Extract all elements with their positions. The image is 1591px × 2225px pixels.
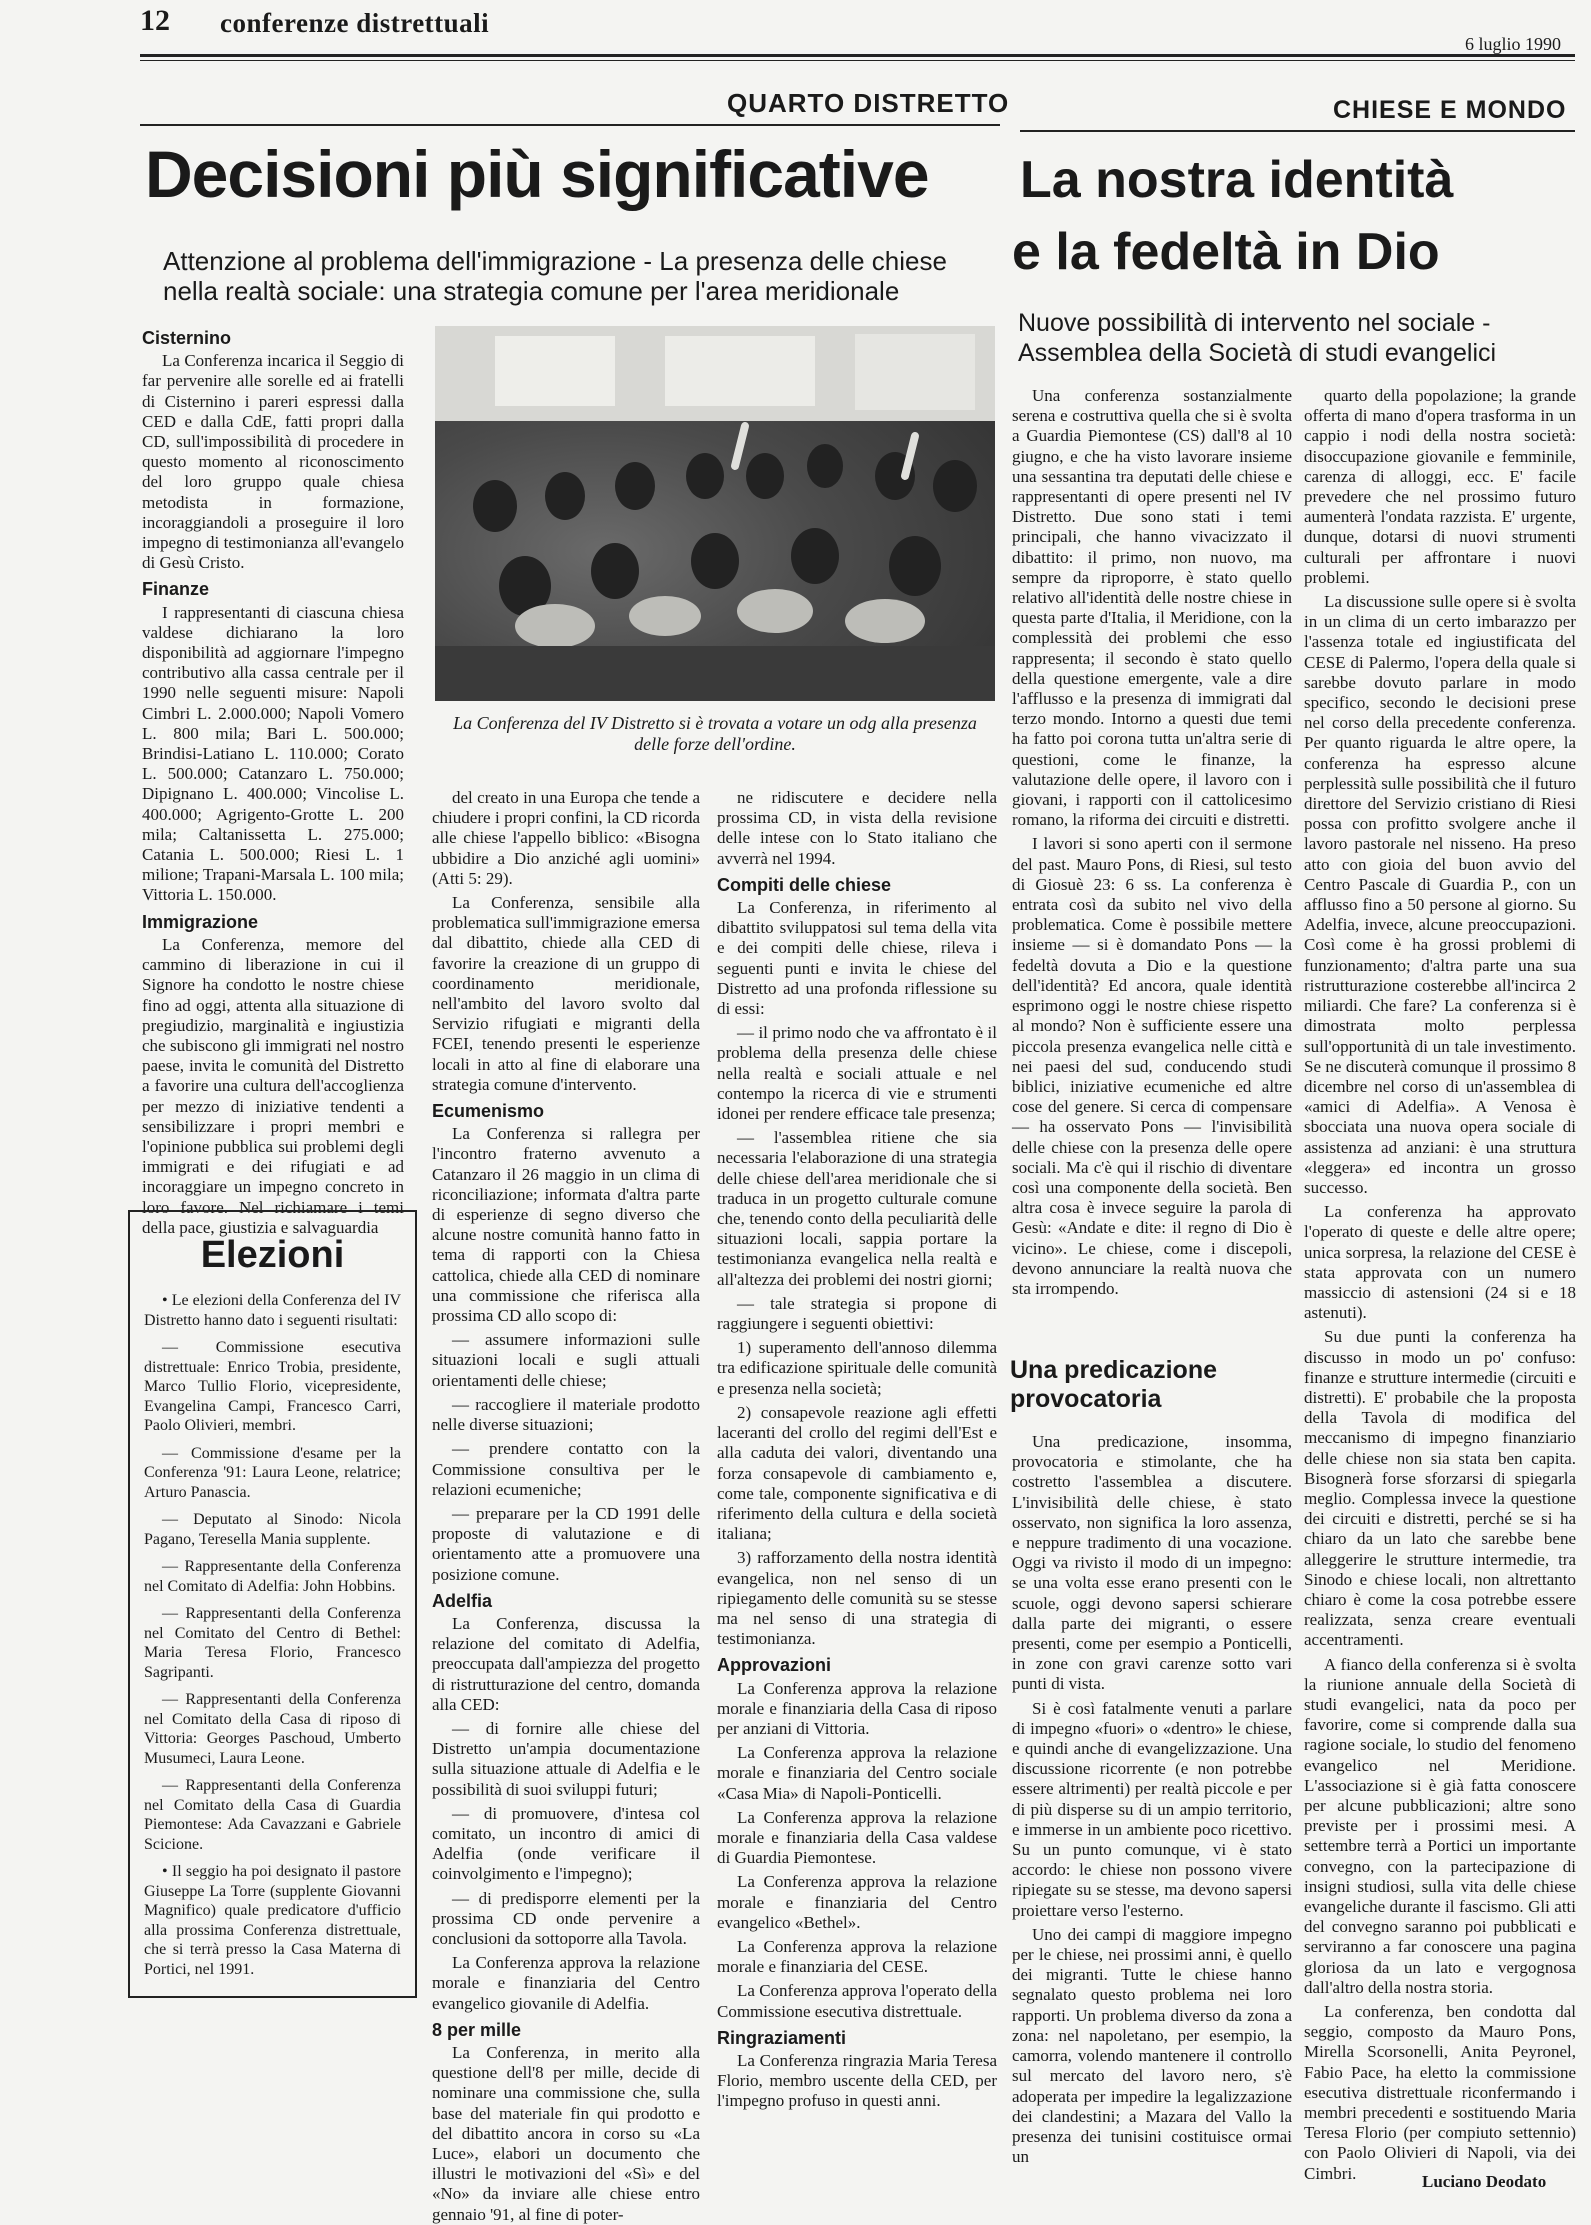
paragraph: — tale strategia si propone di raggiungere i seguenti obiettivi: — [717, 1293, 997, 1334]
paragraph: — il primo nodo che va affrontato è il problema della presenza delle chiese nella realtà e sociali attuale e nel contempo la ricerca di vie e strumenti idonei per rendere efficace tale presenza; — [717, 1023, 997, 1124]
paragraph: Su due punti la conferenza ha discusso in modo un po' confuso: finanze e strutture intermedie (circuiti e distretti). E' probabile che la proposta della Tavola di modifica del meccanismo di impegno finanziario delle chiese non sia stata ben capita. Bisognerà forse sforzarsi di spiegarla meglio. Complessa invece la questione dei circuiti e distretti, perché se si ha chiaro da un lato che sarebbe bene alleggerire le strutture intermedie, tra Sinodo e chiese locali, non altrettanto chiaro è come la cosa potrebbe essere realizzata, senza creare eventuali accentramenti. — [1304, 1327, 1576, 1650]
paragraph: La discussione sulle opere si è svolta in un clima di un certo imbarazzo per l'assenza totale ed ingiustificata del CESE di Palermo, l'opera della quale si sarebbe dovuto parlare in modo specifico, secondo le decisioni prese nel corso della precedente conferenza. Per quanto riguarda le altre opere, la conferenza ha espresso alcune perplessità sulle possibilità che il futuro direttore del Servizio cristiano di Riesi possa con profitto svolgere anche il lavoro pastorale nel nisseno. Ha preso atto con gioia del buon avvio del Centro Pascale di Guardia P., con un afflusso fino a 50 persone al giorno. Su Adelfia, invece, alcune preoccupazioni. Così come è ha grossi problemi di funzionamento; d'altra parte una sua ristrutturazione costerebbe all'incirca 2 miliardi. Che fare? La conferenza si è dimostrata molto perplessa sull'opportunità di un tale investimento. Se ne discuterà comunque il prossimo 8 dicembre nel corso di un'assemblea di «amici di Adelfia». A Venosa è sbocciata una nuova opera sociale di assistenza ad anziani: è una struttura «leggera» ed incontra un grosso successo. — [1304, 592, 1576, 1197]
elections-list — [144, 1291, 401, 1979]
right-article-subtitle: Nuove possibilità di intervento nel sociale - Assemblea della Società di studi evangelici — [1018, 309, 1497, 367]
paragraph: 2) consapevole reazione agli effetti laceranti del crollo del regimi dell'Est e alla caduta dei valori, diventando una forza consapevole di cambiamento e, come tale, componente significativa e di riferimento della cultura e della società italiana; — [717, 1402, 997, 1544]
paragraph: Uno dei campi di maggiore impegno per le chiese, nei prossimi anni, è quello dei migranti. Tutte le chiese hanno segnalato questo problema nei loro rapporti. Un problema diverso da zona a zona: nel napoletano, per esempio, la camorra, volendo mantenere il controllo sul mercato del lavoro nero, s'è adoperata per impedire la legalizzazione dei clandestini; a Mazara del Vallo la presenza dei tunisini costituisce ormai un — [1012, 1924, 1292, 2167]
paragraph: A fianco della conferenza si è svolta la riunione annuale della Società di studi evangelici, nata da poco per favorire, come si comprende dalla sua ragione sociale, lo studio del fenomeno evangelico nel Meridione. L'associazione si è già fatta conoscere per alcune pubblicazioni; altre sono previste per i prossimi mesi. A settembre terrà a Portici un importante convegno, con la partecipazione di insigni studiosi, sulla vita delle chiese evangeliche durante il fascismo. Gli atti del convegno saranno poi pubblicati e serviranno a far conoscere una pagina gloriosa da un lato e vergognosa dall'altro della nostra storia. — [1304, 1654, 1576, 1997]
section-heading: Immigrazione — [142, 911, 259, 932]
paragraph: La Conferenza ringrazia Maria Teresa Florio, membro uscente della CED, per l'impegno profuso in questi anni. — [717, 2050, 997, 2111]
issue-date: 6 luglio 1990 — [1465, 34, 1562, 54]
paragraph: La Conferenza approva la relazione morale e finanziaria del CESE. — [717, 1936, 997, 1977]
paragraph: I rappresentanti di ciascuna chiesa valdese dichiarano la loro disponibilità ad aggiornare l'impegno contributivo alla cassa centrale per il 1990 nelle seguenti misure: Napoli Cimbri L. 2.000.000; Napoli Vomero L. 800 mila; Bari L. 500.000; Brindisi-Latiano L. 110.000; Corato L. 500.000; Catanzaro L. 750.000; Dipignano L. 400.000; Vincolise L. 400.000; Agrigento-Grotte L. 200 mila; Caltanissetta L. 275.000; Catania L. 500.000; Riesi L. 1 milione; Trapani-Marsala L. 100 mila; Vittoria L. 150.000. — [142, 602, 404, 905]
election-item: — Commissione d'esame per la Conferenza '91: Laura Leone, relatrice; Arturo Panascia. — [144, 1444, 401, 1501]
left-kicker: QUARTO DISTRETTO — [727, 88, 1010, 118]
election-item: — Rappresentanti della Conferenza nel Comitato della Casa di riposo di Vittoria: Georges Paschoud, Umberto Musumeci, Laura Leone. — [144, 1691, 401, 1767]
paragraph: La Conferenza approva la relazione morale e finanziaria della Casa valdese di Guardia Piemontese. — [717, 1807, 997, 1868]
paragraph: La Conferenza approva la relazione morale e finanziaria del Centro sociale «Casa Mia» di Napoli-Ponticelli. — [717, 1743, 997, 1803]
paragraph: — l'assemblea ritiene che sia necessaria l'elaborazione di una strategia delle chiese dell'area meridionale che si traduca in un progetto culturale comune che, tenendo conto della peculiarità delle situazioni locali, sappia portare la testimonianza evangelica nella realtà e all'altezza dei problemi dei nostri giorni; — [717, 1128, 997, 1289]
section-heading: Finanze — [142, 579, 210, 600]
paragraph: La Conferenza approva la relazione morale e finanziaria del Centro evangelico «Bethel». — [717, 1872, 997, 1932]
paragraph: La Conferenza approva la relazione morale e finanziaria della Casa di riposo per anziani di Vittoria. — [717, 1678, 997, 1738]
election-item: • Il seggio ha poi designato il pastore Giuseppe La Torre (supplente Giovanni Magnifico) quale predicatore d'ufficio alla prossima Conferenza distrettuale, che si terrà presso la Casa Materna di Portici, nel 1991. — [144, 1863, 401, 1978]
conference-photo — [435, 326, 995, 701]
paragraph: La Conferenza approva la relazione morale e finanziaria del Centro evangelico giovanile di Adelfia. — [432, 1953, 700, 2013]
paragraph: La Conferenza approva l'operato della Commissione esecutiva distrettuale. — [717, 1981, 997, 2021]
paragraph: La Conferenza, sensibile alla problematica sull'immigrazione emersa dal dibattito, chiede alla CED di favorire la creazione di un gruppo di coordinamento meridionale, nell'ambito del lavoro svolto dal Servizio rifugiati e migranti della FCEI, tenendo presenti le esperienze locali in atto al fine di elaborare una strategia comune d'intervento. — [432, 893, 700, 1094]
elections-title: Elezioni — [200, 1234, 345, 1276]
paragraph: Una conferenza sostanzialmente serena e costruttiva quella che si è svolta a Guardia Piemontese (CS) dall'8 al 10 giugno, e che ha visto lavorare insieme una sessantina tra deputati delle chiese e rappresentanti di opere presenti nel IV Distretto. Due sono stati i temi principali, che hanno vivacizzato il dibattito: il primo, non nuovo, ma sempre da riproporre, è stato quello relativo all'identità delle nostre chiese in questa parte d'Italia, il Meridione, con la complessità dei problemi che esso rappresenta; il secondo è stato quello della questione emergente, vale a dire l'afflusso e la presenza di immigrati dal terzo mondo. Intorno a questi due temi ha fatto poi corona tutta un'altra serie di questioni, come le finanze, la valutazione delle opere, il lavoro con i giovani, i rapporti con il cattolicesimo romano, la riforma dei circuiti e distretti. — [1012, 386, 1292, 830]
election-item: — Rappresentante della Conferenza nel Comitato di Adelfia: John Hobbins. — [144, 1558, 401, 1595]
left-kicker-rule — [140, 124, 1000, 126]
header-rule — [140, 54, 1575, 57]
paragraph: — preparare per la CD 1991 delle proposte di valutazione e di orientamento atte a promuovere una posizione comune. — [432, 1503, 700, 1584]
right-column-1-top — [1012, 386, 1292, 1346]
paragraph: Una predicazione, insomma, provocatoria e stimolante, che ha costretto l'assemblea a discutere. L'invisibilità delle chiese, è stato osservato, non significa la loro assenza, e neppure tradimento di una vocazione. Oggi va rivisto il modo di un impegno: se una volta esse erano presenti con le scuole, oggi devono sapersi schierare dalla parte dei migranti, o essere presenti, come per esempio a Ponticelli, in zone con gravi carenze sotto vari punti di vista. — [1012, 1432, 1292, 1694]
right-kicker: CHIESE E MONDO — [1333, 96, 1567, 124]
paragraph: ne ridiscutere e decidere nella prossima CD, in vista della revisione delle intese con lo Stato italiano che avverrà nel 1994. — [717, 788, 997, 868]
paragraph: del creato in una Europa che tende a chiudere i propri confini, la CD ricorda alle chiese l'appello biblico: «Bisogna ubbidire a Dio anziché agli uomini» (Atti 5: 29). — [432, 788, 700, 888]
paragraph: quarto della popolazione; la grande offerta di mano d'opera trasforma in un cappio i nodi della nostra società: disoccupazione giovanile e femminile, carenza di alloggi, ecc. E' facile prevedere che nel prossimo futuro aumenterà l'ondata razzista. E' urgente, dunque, dotarsi di nuovi strumenti culturali per affrontare i nuovi problemi. — [1304, 386, 1576, 587]
section-heading: Approvazioni — [717, 1655, 832, 1676]
paragraph: 3) rafforzamento della nostra identità evangelica, non nel senso di un ripiegamento delle comunità su se stesse ma nel senso di una strategia di testimonianza. — [717, 1548, 997, 1649]
left-column-3 — [717, 788, 997, 2163]
paragraph: La Conferenza si rallegra per l'incontro fraterno avvenuto a Catanzaro il 26 maggio in un clima di riconciliazione; informata d'altra parte di esperienze di segno diverso che alcune nostre comunità hanno fatto in tema di rapporti con la Chiesa cattolica, chiede alla CED di nominare una commissione che riferisca alla prossima CD allo scopo di: — [432, 1124, 700, 1326]
photo-caption: La Conferenza del IV Distretto si è trovata a votare un odg alla presenza delle forze dell'ordine. — [453, 713, 977, 754]
paragraph: — di fornire alle chiese del Distretto un'ampia documentazione sulla situazione attuale di Adelfia e le possibilità di suoi sviluppi futuri; — [432, 1718, 700, 1799]
paragraph: La conferenza ha approvato l'operato di queste e delle altre opere; unica sorpresa, la relazione del CESE è stata approvata con un numero massiccio di astensioni (24 si e 18 astenuti). — [1304, 1202, 1576, 1323]
paragraph: — assumere informazioni sulle situazioni locali e sugli attuali orientamenti delle chiese; — [432, 1330, 700, 1390]
section-heading: Adelfia — [432, 1590, 493, 1611]
right-title-line-2: e la fedeltà in Dio — [1012, 223, 1440, 281]
section-heading: Ecumenismo — [432, 1101, 545, 1122]
left-article-title: Decisioni più significative — [145, 137, 929, 211]
election-item: — Rappresentanti della Conferenza nel Comitato del Centro di Bethel: Maria Teresa Florio, Francesco Sagripanti. — [144, 1605, 401, 1681]
paragraph: Si è così fatalmente venuti a parlare di impegno «fuori» o «dentro» le chiese, e quindi anche di evangelizzazione. Una discussione ricorrente (e non potrebbe essere altrimenti) per realtà piccole e per di più disperse su di un ampio territorio, e immerse in un ambiente poco ricettivo. Su un punto comunque, vi è stato accordo: le chiese non possono vivere ripiegate su se stesse, ma devono sapersi proiettare verso l'esterno. — [1012, 1698, 1292, 1920]
elections-box — [128, 1210, 417, 1998]
right-column-1-bottom — [1012, 1432, 1292, 2192]
paragraph: — raccogliere il materiale prodotto nelle diverse situazioni; — [432, 1394, 700, 1435]
author-signature: Luciano Deodato — [1422, 2172, 1547, 2191]
paragraph: 1) superamento dell'annoso dilemma tra edificazione spirituale delle comunità e presenza nella società; — [717, 1338, 997, 1398]
header-rule-thin — [140, 60, 1575, 61]
paragraph: La Conferenza, in riferimento al dibattito sviluppatosi sul tema della vita e dei compiti delle chiese, rileva i seguenti punti e invita le chiese del Distretto ad una profonda riflessione su di essi: — [717, 898, 997, 1019]
left-article-subtitle: Attenzione al problema dell'immigrazione - La presenza delle chiese nella realtà sociale: una strategia comune per l'area meridionale — [163, 246, 947, 306]
section-heading: Cisternino — [142, 328, 232, 348]
paragraph: I lavori si sono aperti con il sermone del past. Mauro Pons, di Riesi, sul testo di Giosuè 23: 6 ss. La conferenza è entrata così da subito nel vivo della problematica. Come è possibile mettere insieme — si è domandato Pons — la fedeltà dovuta a Dio e la questione dell'identità? Ed ancora, quale identità esprimono oggi le nostre chiese rispetto al mondo? Non è sufficiente essere una piccola presenza evangelica nelle città e nei paesi del sud, conducendo studi biblici, iniziative ecumeniche ed altre cose del genere. Si cerca di compensare — ha osservato Pons — l'invisibilità delle chiese con la presenza delle opere sociali. Ma c'è qui il rischio di diventare così una componente della società. Ben altra cosa è invece seguire la parola di Gesù: «Andate e dite: il regno di Dio è vicino». Le chiese, come i discepoli, devono annunciare la realtà nuova che sta irrompendo. — [1012, 834, 1292, 1298]
paragraph: — di promuovere, d'intesa col comitato, un incontro di amici di Adelfia (onde verificare il coinvolgimento e l'impegno); — [432, 1803, 700, 1884]
right-kicker-rule — [1020, 130, 1575, 132]
election-item: • Le elezioni della Conferenza del IV Distretto hanno dato i seguenti risultati: — [144, 1292, 401, 1329]
section-title: conferenze distrettuali — [220, 8, 490, 38]
paragraph: La Conferenza, memore del cammino di liberazione in cui il Signore ha condotto le nostre chiese fino ad oggi, attenta alla situazione di pregiudizio, marginalità e ingiustizia che subiscono gli immigrati nel nostro paese, invita le comunità del Distretto a favorire una cultura dell'accoglienza per mezzo di iniziative tendenti a sensibilizzare i propri membri e l'opinione pubblica sui problemi degli immigrati e dei rifugiati e ad incoraggiare un impegno concreto in loro favore. Nel richiamare i temi della pace, giustizia e salvaguardia — [142, 934, 404, 1237]
page-number: 12 — [140, 4, 170, 37]
election-item: — Commissione esecutiva distrettuale: Enrico Trobia, presidente, Marco Tullio Florio, vicepresidente, Evangelina Campi, Francesco Carri, Paolo Olivieri, membri. — [144, 1339, 401, 1434]
section-heading: Ringraziamenti — [717, 2027, 847, 2048]
paragraph: La Conferenza, discussa la relazione del comitato di Adelfia, preoccupata dall'ampiezza del progetto di ristrutturazione del centro, domanda alla CED: — [432, 1613, 700, 1714]
right-title-line-1: La nostra identità — [1020, 151, 1454, 209]
paragraph: La Conferenza incarica il Seggio di far pervenire alle sorelle ed ai fratelli di Cisternino i pareri espressi dalla CED e dalla CdE, fatti propri dalla CD, sull'impossibilità di procedere in questo momento al riconoscimento del loro gruppo quale chiesa metodista in formazione, incoraggiandoli a proseguire il loro impegno di testimonianza all'evangelo di Gesù Cristo. — [142, 351, 404, 573]
section-heading: 8 per mille — [432, 2019, 522, 2040]
right-subhead: Una predicazione provocatoria — [1010, 1356, 1217, 1413]
section-heading: Compiti delle chiese — [717, 874, 892, 895]
paragraph: La conferenza, ben condotta dal seggio, composto da Mauro Pons, Mirella Scorsonelli, Anita Peyronel, Fabio Pace, ha eletto la commissione esecutiva distrettuale riconfermando i membri precedenti e sostituendo Maria Teresa Florio (per compiuto settennio) con Paolo Olivieri di Napoli, via dei Cimbri. — [1304, 2002, 1576, 2183]
paragraph: La Conferenza, in merito alla questione dell'8 per mille, decide di nominare una commissione che, sulla base del materiale fin qui prodotto e del dibattito ancora in corso su «La Luce», elabori un documento che illustri le motivazioni del «Sì» e del «No» da inviare alle chiese entro gennaio '91, al fine di poter- — [432, 2042, 700, 2224]
election-item: — Deputato al Sinodo: Nicola Pagano, Teresella Mania supplente. — [144, 1511, 401, 1548]
left-column-1 — [142, 322, 404, 1237]
paragraph: — prendere contatto con la Commissione consultiva per le relazioni ecumeniche; — [432, 1439, 700, 1499]
audience-illustration — [435, 326, 995, 701]
left-column-2 — [432, 788, 700, 2224]
paragraph: — di predisporre elementi per la prossima CD onde pervenire a conclusioni da sottoporre alla Tavola. — [432, 1888, 700, 1948]
election-item: — Rappresentanti della Conferenza nel Comitato della Casa di Guardia Piemontese: Ada Cavazzani e Gabriele Scicione. — [144, 1777, 401, 1853]
